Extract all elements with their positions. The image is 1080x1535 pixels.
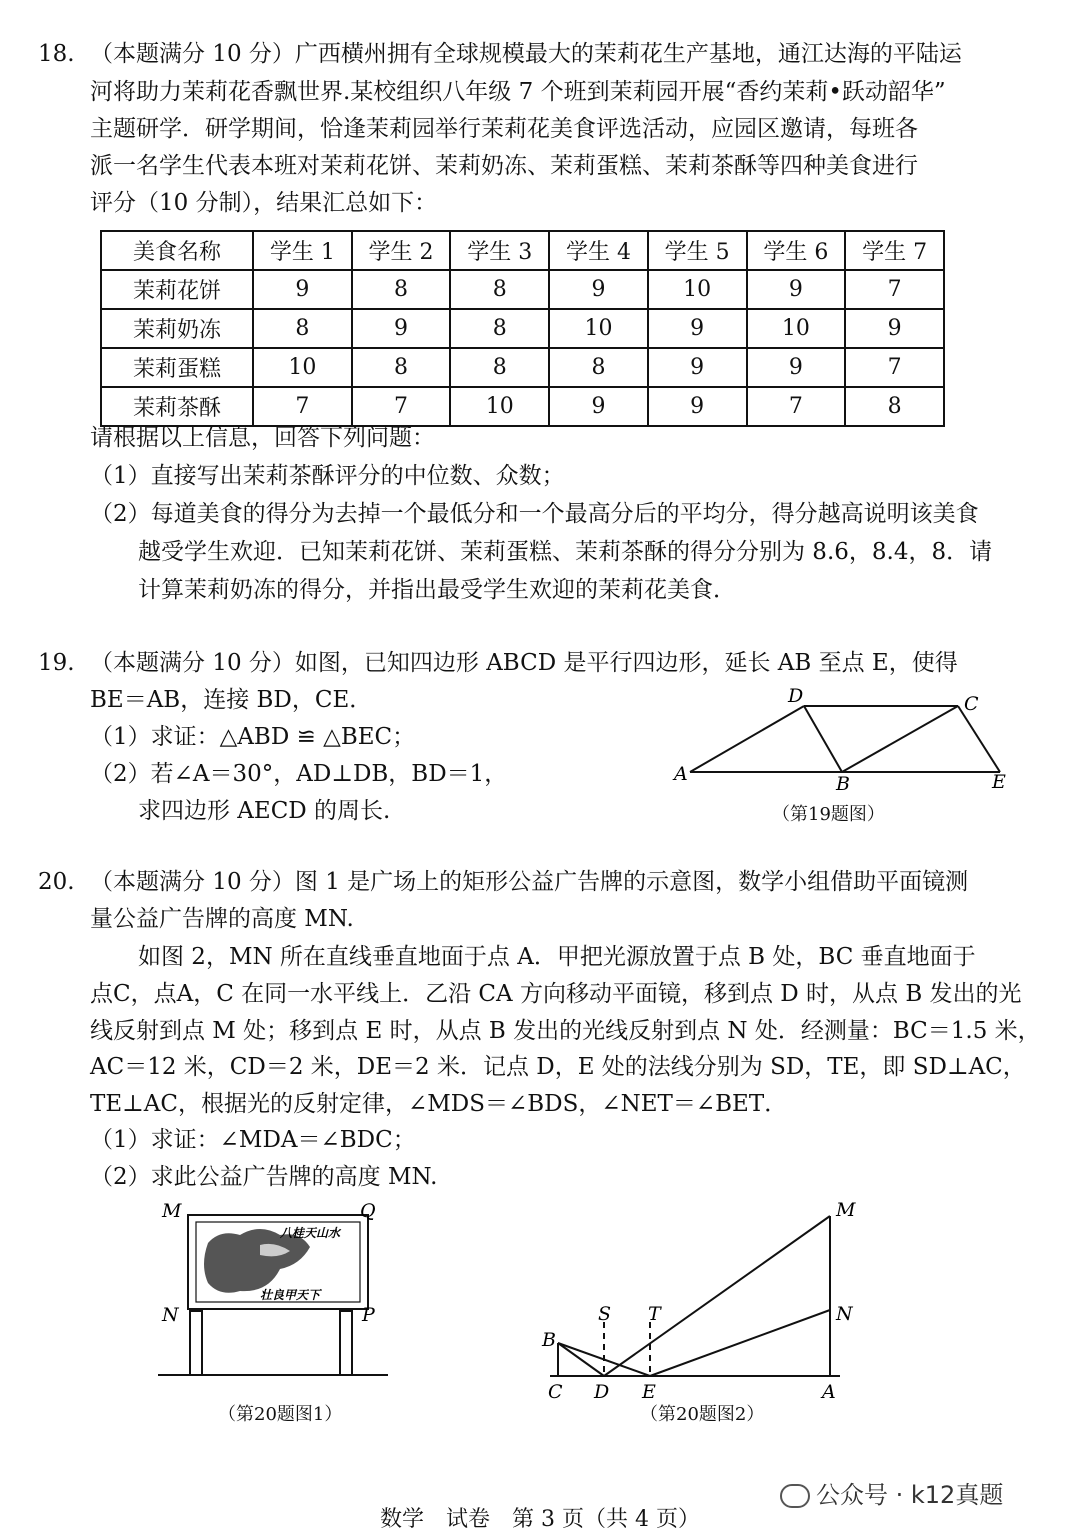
q19-part-1: （1）求证：△ABD ≌ △BEC； [90, 724, 416, 750]
table-cell: 8 [352, 348, 451, 387]
table-cell: 8 [450, 270, 549, 309]
q18-line-4: 派一名学生代表本班对茉莉花饼、茉莉奶冻、茉莉蛋糕、茉莉茶酥等四种美食进行 [90, 153, 918, 179]
table-header: 美食名称 [101, 231, 253, 270]
table-cell: 10 [253, 348, 352, 387]
table-header: 学生 4 [549, 231, 648, 270]
table-cell: 7 [747, 387, 846, 426]
q19-number: 19. [38, 650, 75, 676]
label-s: S [598, 1303, 612, 1325]
table-cell: 8 [352, 270, 451, 309]
q20-number: 20. [38, 869, 75, 895]
q18-part-2-line-1: （2）每道美食的得分为去掉一个最低分和一个最高分后的平均分，得分越高说明该美食 [90, 501, 979, 527]
board-text-top: 八桂天山水 [280, 1226, 341, 1240]
q20-line-4: 点C，点A，C 在同一水平线上．乙沿 CA 方向移动平面镜，移到点 D 时，从点 B 发出的光 [90, 981, 1022, 1007]
label-b: B [542, 1329, 556, 1351]
q19-part-2-cont: 求四边形 AECD 的周长. [138, 798, 391, 824]
q20-part-1: （1）求证：∠MDA＝∠BDC； [90, 1127, 416, 1153]
table-cell: 8 [253, 309, 352, 348]
page-footer: 数学 试卷 第 3 页（共 4 页） [380, 1507, 700, 1532]
label-a: A [822, 1381, 836, 1400]
q20-part-2: （2）求此公益广告牌的高度 MN. [90, 1164, 438, 1190]
q18-part-2-line-2: 越受学生欢迎．已知茉莉花饼、茉莉蛋糕、茉莉茶酥的得分分别为 8.6，8.4，8．请 [138, 539, 993, 565]
label-d: D [788, 685, 804, 707]
q19-line-2: BE＝AB，连接 BD，CE． [90, 687, 373, 713]
table-cell: 9 [648, 387, 747, 426]
line-bd [804, 706, 842, 772]
q20-line-5: 线反射到点 M 处；移到点 E 时，从点 B 发出的光线反射到点 N 处．经测量：BC＝1.5 米， [90, 1018, 1041, 1044]
label-q: Q [360, 1200, 376, 1222]
q18-prompt: 请根据以上信息，回答下列问题： [90, 425, 435, 451]
q18-number: 18. [38, 41, 75, 67]
line-bd [558, 1343, 604, 1376]
table-cell: 茉莉蛋糕 [101, 348, 253, 387]
table-cell: 7 [352, 387, 451, 426]
label-c: C [548, 1381, 563, 1400]
table-header: 学生 3 [450, 231, 549, 270]
label-d: D [594, 1381, 610, 1400]
line-ad [690, 706, 804, 772]
table-header: 学生 7 [845, 231, 944, 270]
table-cell: 9 [648, 309, 747, 348]
label-t: T [648, 1303, 661, 1325]
table-cell: 茉莉茶酥 [101, 387, 253, 426]
table-cell: 茉莉花饼 [101, 270, 253, 309]
q20-line-3: 如图 2，MN 所在直线垂直地面于点 A．甲把光源放置于点 B 处，BC 垂直地面于 [138, 944, 976, 970]
table-cell: 10 [747, 309, 846, 348]
line-bc [842, 706, 958, 772]
table-cell: 7 [253, 387, 352, 426]
table-cell: 9 [253, 270, 352, 309]
q20-line-2: 量公益广告牌的高度 MN. [90, 906, 354, 932]
q18-line-3: 主题研学．研学期间，恰逢茉莉园举行茉莉花美食评选活动，应园区邀请，每班各 [90, 116, 918, 142]
billboard-post-right [340, 1311, 352, 1375]
label-n: N [162, 1304, 179, 1326]
table-row [101, 348, 944, 387]
table-cell: 10 [450, 387, 549, 426]
table-cell: 10 [648, 270, 747, 309]
table-cell: 8 [450, 348, 549, 387]
table-cell: 9 [549, 270, 648, 309]
q20-line-6: AC＝12 米，CD＝2 米，DE＝2 米．记点 D，E 处的法线分别为 SD，TE，即 SD⊥AC， [90, 1054, 1026, 1080]
table-header: 学生 1 [253, 231, 352, 270]
label-m: M [162, 1200, 182, 1222]
q20-figure-2-caption: （第20题图2） [640, 1404, 765, 1425]
table-cell: 9 [352, 309, 451, 348]
table-header: 学生 2 [352, 231, 451, 270]
q20-figure-2 [530, 1190, 870, 1400]
q18-line-1: （本题满分 10 分）广西横州拥有全球规模最大的茉莉花生产基地，通江达海的平陆运 [90, 41, 962, 67]
table-cell: 8 [450, 309, 549, 348]
q18-part-2-line-3: 计算茉莉奶冻的得分，并指出最受学生欢迎的茉莉花美食． [138, 577, 736, 603]
q18-part-1: （1）直接写出茉莉茶酥评分的中位数、众数； [90, 463, 565, 489]
label-e: E [992, 771, 1006, 793]
line-ce [958, 706, 1000, 772]
table-cell: 9 [648, 348, 747, 387]
board-text-bottom: 壮良甲天下 [260, 1288, 321, 1302]
table-cell: 茉莉奶冻 [101, 309, 253, 348]
label-e: E [642, 1381, 656, 1400]
billboard-post-left [190, 1311, 202, 1375]
q20-line-1: （本题满分 10 分）图 1 是广场上的矩形公益广告牌的示意图，数学小组借助平面镜测 [90, 869, 969, 895]
label-n: N [836, 1303, 853, 1325]
table-cell: 9 [747, 348, 846, 387]
q20-figure-1-caption: （第20题图1） [218, 1404, 343, 1425]
q19-caption: （第19题图） [772, 804, 885, 825]
table-header: 学生 6 [747, 231, 846, 270]
line-en [650, 1310, 830, 1376]
watermark-text: 公众号 · k12真题 [816, 1481, 1004, 1509]
table-header-row [101, 231, 944, 270]
table-cell: 7 [845, 348, 944, 387]
score-table [100, 230, 945, 427]
q20-line-7: TE⊥AC，根据光的反射定律，∠MDS＝∠BDS，∠NET＝∠BET． [90, 1091, 788, 1117]
table-cell: 9 [845, 309, 944, 348]
table-row [101, 309, 944, 348]
q19-line-1: （本题满分 10 分）如图，已知四边形 ABCD 是平行四边形，延长 AB 至点 E，使得 [90, 650, 958, 676]
table-cell: 8 [845, 387, 944, 426]
table-row [101, 270, 944, 309]
label-c: C [964, 693, 979, 715]
q19-part-2: （2）若∠A＝30°，AD⊥DB，BD＝1， [90, 761, 508, 787]
q20-figure-1 [150, 1195, 400, 1390]
q18-line-5: 评分（10 分制），结果汇总如下： [90, 190, 438, 216]
label-p: P [362, 1304, 375, 1326]
label-a: A [674, 763, 688, 785]
label-b: B [836, 773, 850, 795]
table-cell: 10 [549, 309, 648, 348]
table-row [101, 387, 944, 426]
table-cell: 9 [747, 270, 846, 309]
table-cell: 9 [549, 387, 648, 426]
table-cell: 8 [549, 348, 648, 387]
label-m: M [836, 1199, 856, 1221]
q18-line-2: 河将助力茉莉花香飘世界.某校组织八年级 7 个班到茉莉园开展“香约茉莉•跃动韶华” [90, 79, 946, 105]
table-cell: 7 [845, 270, 944, 309]
table-header: 学生 5 [648, 231, 747, 270]
